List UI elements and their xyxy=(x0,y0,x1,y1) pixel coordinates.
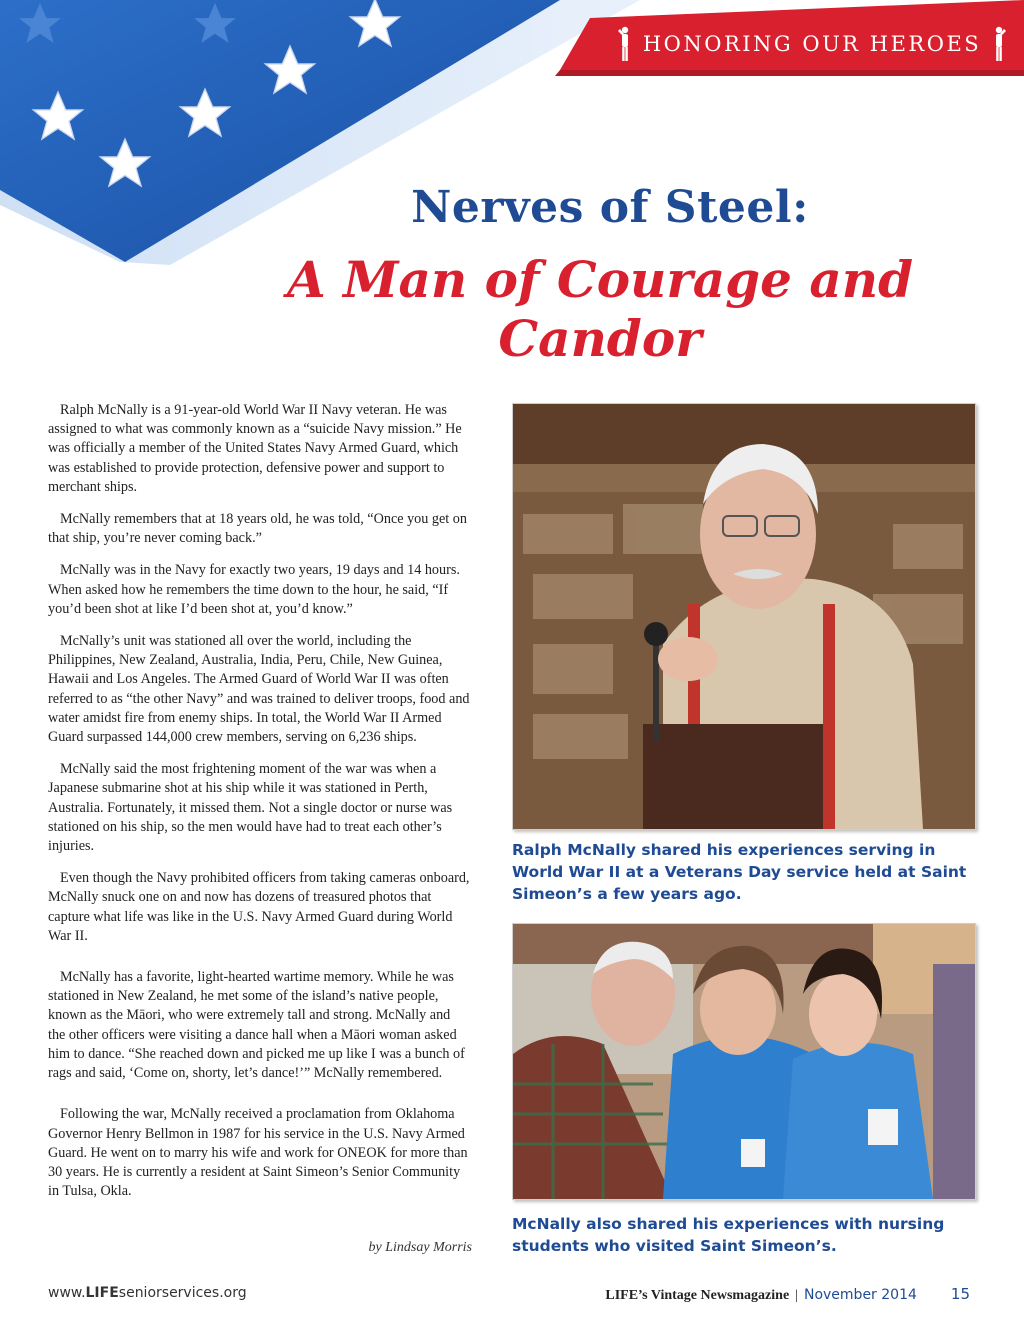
page-number: 15 xyxy=(950,1285,970,1303)
url-brand: LIFE xyxy=(85,1285,119,1301)
magazine-name: LIFE’s Vintage Newsmagazine xyxy=(605,1288,790,1303)
url-prefix: www. xyxy=(48,1285,86,1301)
photo-caption: Ralph McNally shared his experiences serving in World War II at a Veterans Day service held at Saint Simeon’s a few years ago. xyxy=(512,841,967,903)
paragraph: Ralph McNally is a 91-year-old World War II Navy veteran. He was assigned to what was commonly known as a “suicide Navy mission.” He was officially a member of the United States Navy Armed Guard, which was established to provide protection, defensive power and support to merchant ships. xyxy=(48,402,462,495)
section-tag xyxy=(600,22,1024,66)
article-body xyxy=(48,401,471,1214)
section-tag-label: HONORING OUR HEROES xyxy=(642,32,982,56)
paragraph: McNally said the most frightening moment of the war was when a Japanese submarine shot at his ship while it was stationed in Perth, Australia. Fortunately, it missed them. Not a single doctor or nurse was stationed on his ship, so the men would have had to treat each other’s injuries. xyxy=(48,761,453,855)
paragraph: McNally’s unit was stationed all over the world, including the Philippines, New Zealand, Australia, India, Peru, Chile, New Guinea, Hawaii and Los Angeles. The Armed Guard of World War II was often referred to as “the other Navy” and was trained to deliver troops, food and water amidst fire from enemy ships. In total, the World War II Armed Guard surpassed 144,000 crew members, serving on 6,236 ships. xyxy=(48,633,470,746)
photo-veteran-speaking xyxy=(512,403,976,830)
paragraph: McNally was in the Navy for exactly two years, 19 days and 14 hours. When asked how he remembers the time down to the hour, he said, “If you’d been shot at like I’d been shot at, you’d know.” xyxy=(48,562,460,617)
paragraph: McNally remembers that at 18 years old, he was told, “Once you get on that ship, you’re never coming back.” xyxy=(48,511,467,547)
url-suffix: seniorservices.org xyxy=(118,1285,247,1301)
footer-info xyxy=(560,1285,970,1304)
saluting-soldier-icon xyxy=(991,26,1007,62)
byline: by Lindsay Morris xyxy=(368,1240,472,1255)
photo-veteran-with-students xyxy=(512,923,976,1200)
article-subtitle: A Man of Courage and Candor xyxy=(286,250,914,368)
article-title: Nerves of Steel: xyxy=(411,182,809,233)
photo-caption: McNally also shared his experiences with nursing students who visited Saint Simeon’s. xyxy=(512,1215,945,1255)
footer-separator: | xyxy=(795,1288,798,1303)
paragraph: Even though the Navy prohibited officers from taking cameras onboard, McNally snuck one on and now has dozens of treasured photos that capture what life was like in the U.S. Navy Armed Guard during World War II. xyxy=(48,870,470,944)
paragraph: McNally has a favorite, light-hearted wartime memory. While he was stationed in New Zealand, he met some of the island’s native people, known as the Māori, who were extremely tall and strong. McNally and the other officers were visiting a dance hall when a Māori woman asked him to dance. “She reached down and picked me up like I was a bunch of rags and said, ‘Come on, shorty, let’s dance!’” McNally remembered. xyxy=(48,969,465,1082)
issue-date: November 2014 xyxy=(803,1287,917,1303)
paragraph: Following the war, McNally received a proclamation from Oklahoma Governor Henry Bellmon in 1987 for his service in the U.S. Navy Armed Guard. He went on to marry his wife and work for ONEOK for more than 30 years. He is currently a resident at Saint Simeon’s Senior Community in Tulsa, Okla. xyxy=(48,1106,468,1200)
saluting-soldier-icon xyxy=(617,26,633,62)
footer-website[interactable] xyxy=(48,1285,247,1301)
